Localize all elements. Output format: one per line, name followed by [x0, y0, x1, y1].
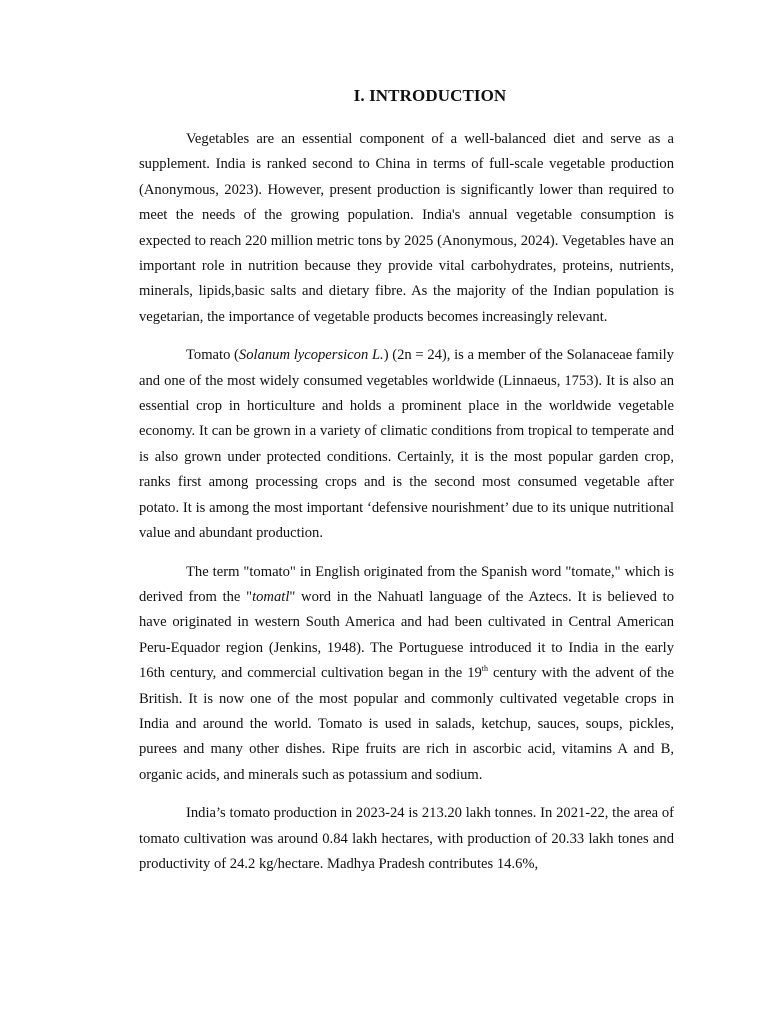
- paragraph-tomato-origin: [139, 560, 674, 789]
- paragraph-text: ) (2n = 24), is a member of the Solanaceae family and one of the most widely consumed vegetables worldwide (Linnaeus, 1753). It is also an essential crop in horticulture and holds a prominent place in the worldwide vegetable economy. It can be grown in a variety of climatic conditions from tropical to temperate and is also grown under protected conditions. Certainly, it is the most popular garden crop, ranks first among processing crops and is the second most consumed vegetable after potato. It is among the most important ‘defensive nourishment’ due to its unique nutritional value and abundant production.: [139, 347, 674, 542]
- paragraph-text: Tomato (: [186, 347, 239, 364]
- paragraph-text: " word in the Nahuatl language of the Aztecs. It is believed to have originated in western South America and had been cultivated in Central American Peru-Equador region (Jenkins, 1948). The Portuguese introduced it to India in the early 16th century, and commercial cultivation began in the 19: [139, 588, 674, 682]
- paragraph-vegetables: Vegetables are an essential component of a well-balanced diet and serve as a supplement. India is ranked second to China in terms of full-scale vegetable production (Anonymous, 2023). However, present production is significantly lower than required to meet the needs of the growing population. India's annual vegetable consumption is expected to reach 220 million metric tons by 2025 (Anonymous, 2024). Vegetables have an important role in nutrition because they provide vital carbohydrates, proteins, nutrients, minerals, lipids,basic salts and dietary fibre. As the majority of the Indian population is vegetarian, the importance of vegetable products becomes increasingly relevant.: [139, 131, 674, 325]
- ordinal-superscript: th: [481, 664, 489, 674]
- document-body: [139, 127, 674, 890]
- paragraph-text: century with the advent of the British. It is now one of the most popular and commonly cultivated vegetable crops in India and around the world. Tomato is used in salads, ketchup, sauces, soups, pickles, purees and many other dishes. Ripe fruits are rich in ascorbic acid, vitamins A and B, organic acids, and minerals such as potassium and sodium.: [139, 665, 675, 783]
- paragraph-tomato-overview: [139, 343, 674, 546]
- paragraph-tomato-production: India’s tomato production in 2023-24 is 213.20 lakh tonnes. In 2021-22, the area of tomato cultivation was around 0.84 lakh hectares, with production of 20.33 lakh tones and productivity of 24.2 kg/hectare. Madhya Pradesh contributes 14.6%,: [139, 805, 674, 872]
- species-name: Solanum lycopersicon L.: [238, 347, 384, 364]
- nahuatl-word: tomatl: [252, 588, 290, 605]
- section-heading: I. INTRODUCTION: [353, 86, 507, 105]
- paragraph-text: The term "tomato" in English originated from the Spanish word "tomate," which is derived from the ": [139, 563, 674, 605]
